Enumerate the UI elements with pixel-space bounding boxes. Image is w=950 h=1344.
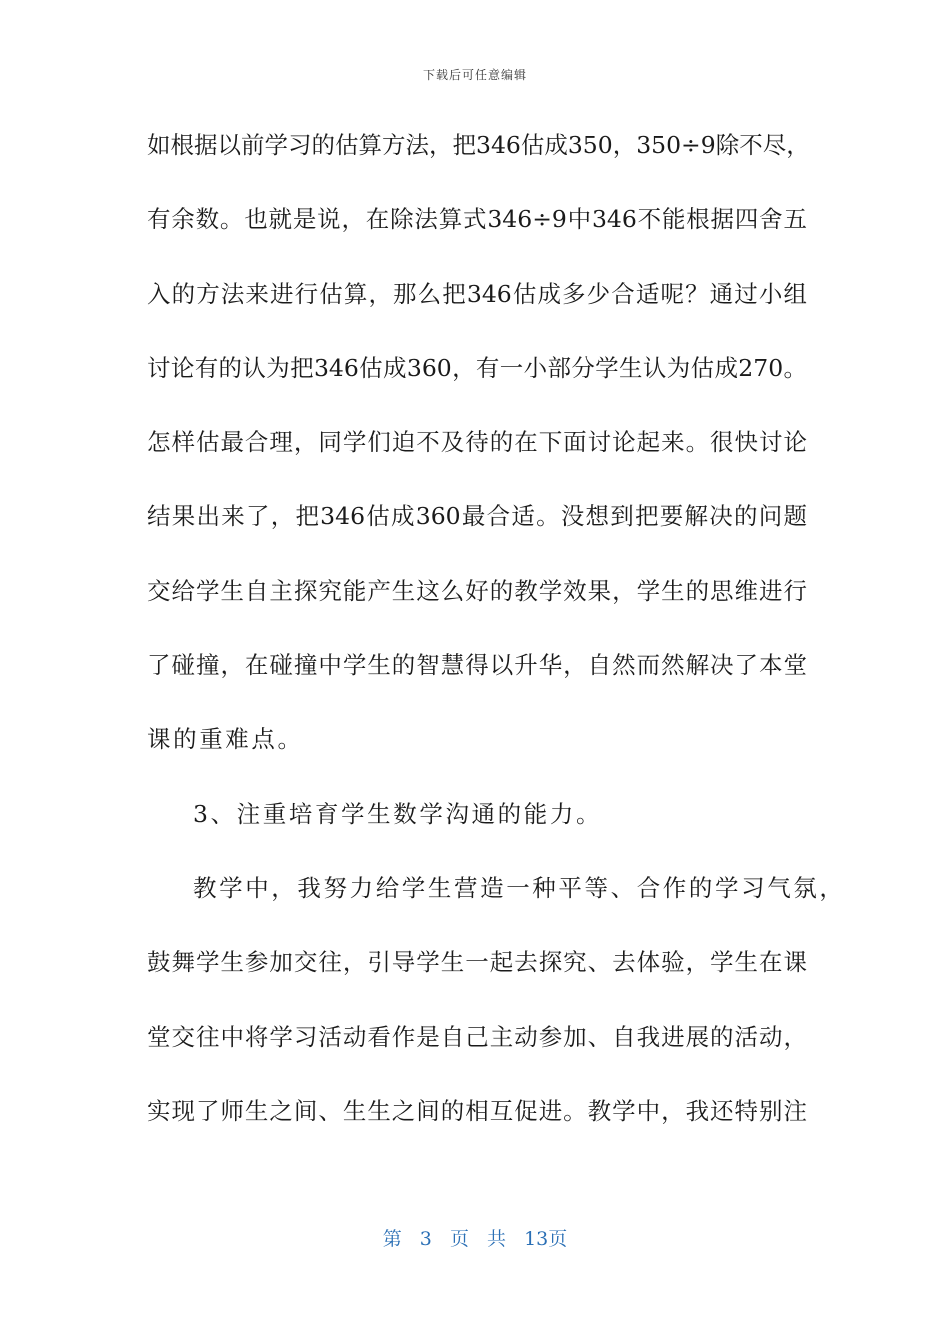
footer-total-label: 共 bbox=[487, 1228, 507, 1250]
text-line: 入的方法来进行估算，那么把346估成多少合适呢？通过小组 bbox=[147, 279, 807, 308]
text-line: 堂交往中将学习活动看作是自己主动参加、自我进展的活动， bbox=[147, 1022, 807, 1051]
footer-current-page: 3 bbox=[419, 1228, 432, 1250]
header-note: 下载后可任意编辑 bbox=[422, 68, 527, 82]
body-text bbox=[147, 125, 846, 1165]
section-heading: 3、注重培育学生数学沟通的能力。 bbox=[193, 799, 603, 828]
text-line: 有余数。也就是说，在除法算式346÷9中346不能根据四舍五 bbox=[147, 205, 807, 234]
page-footer bbox=[0, 1224, 950, 1251]
text-line: 怎样估最合理，同学们迫不及待的在下面讨论起来。很快讨论 bbox=[147, 428, 807, 457]
footer-prefix: 第 bbox=[382, 1228, 402, 1250]
text-line: 结果出来了，把346估成360最合适。没想到把要解决的问题 bbox=[147, 502, 807, 531]
text-line: 课的重难点。 bbox=[147, 725, 304, 754]
text-line: 讨论有的认为把346估成360，有一小部分学生认为估成270。 bbox=[147, 353, 807, 382]
text-line: 教学中，我努力给学生营造一种平等、合作的学习气氛， bbox=[193, 873, 846, 902]
text-line: 交给学生自主探究能产生这么好的教学效果，学生的思维进行 bbox=[147, 576, 807, 605]
text-line: 实现了师生之间、生生之间的相互促进。教学中，我还特别注 bbox=[147, 1096, 807, 1125]
footer-total-pages: 13页 bbox=[524, 1228, 568, 1250]
text-line: 鼓舞学生参加交往，引导学生一起去探究、去体验，学生在课 bbox=[147, 948, 807, 977]
text-line: 了碰撞，在碰撞中学生的智慧得以升华，自然而然解决了本堂 bbox=[147, 651, 807, 680]
footer-page-label: 页 bbox=[449, 1228, 469, 1250]
text-line: 如根据以前学习的估算方法，把346估成350，350÷9除不尽， bbox=[147, 131, 810, 159]
